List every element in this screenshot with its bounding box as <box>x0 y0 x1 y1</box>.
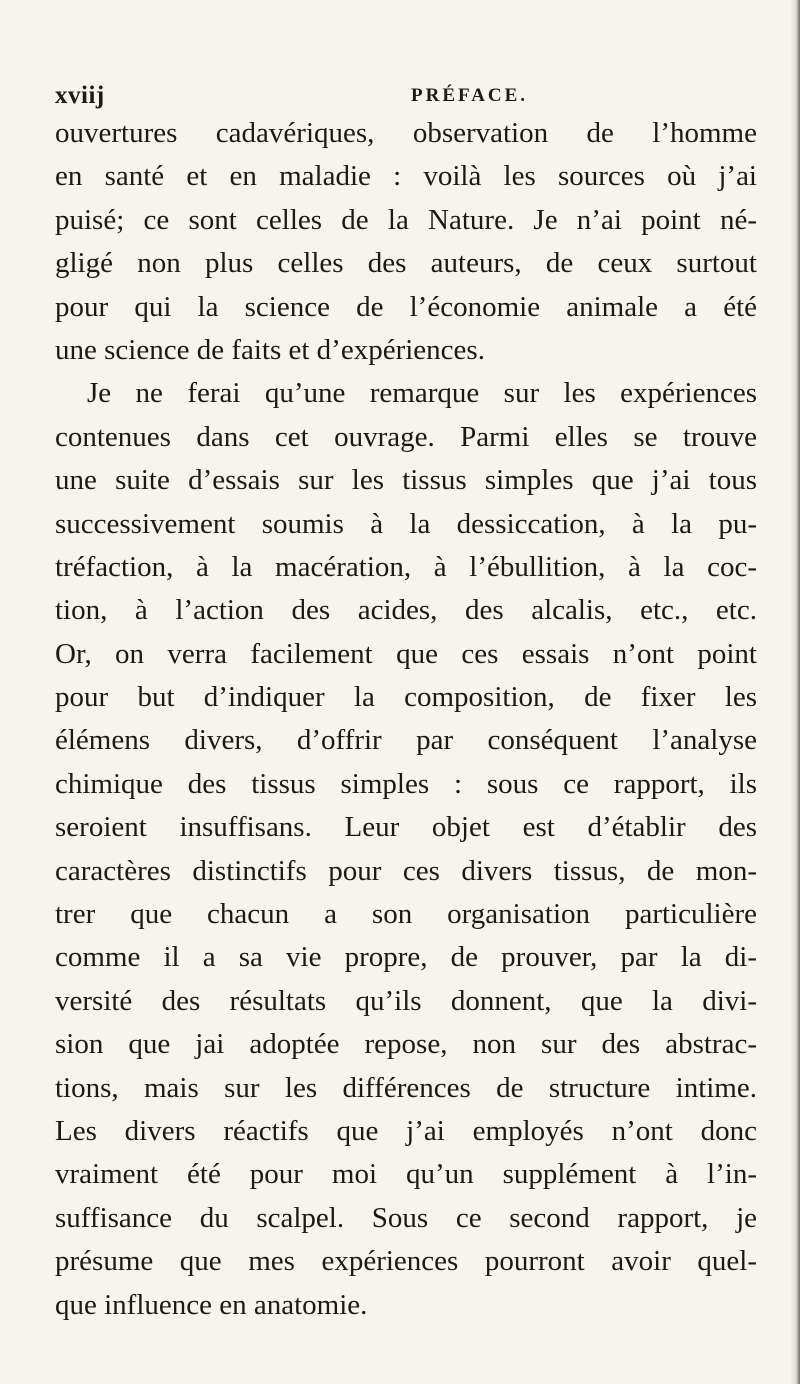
text-line: une science de faits et d’expériences. <box>55 333 485 366</box>
page-number: xviij <box>55 82 105 109</box>
text-line: comme il a sa vie propre, de prouver, par la di- <box>55 941 757 974</box>
running-head <box>55 82 755 112</box>
text-line: sion que jai adoptée repose, non sur des abstrac- <box>55 1028 757 1061</box>
text-line: élémens divers, d’offrir par conséquent l’analyse <box>55 724 757 757</box>
text-line: une suite d’essais sur les tissus simples que j’ai tous <box>55 464 757 497</box>
text-line: tréfaction, à la macération, à l’ébullition, à la coc- <box>55 550 757 583</box>
text-line: tion, à l’action des acides, des alcalis, etc., etc. <box>55 594 757 627</box>
text-line: pour qui la science de l’économie animale a été <box>55 290 757 323</box>
text-line: que influence en anatomie. <box>55 1288 368 1321</box>
text-line: trer que chacun a son organisation particulière <box>55 898 757 931</box>
text-line: pour but d’indiquer la composition, de fixer les <box>55 681 757 714</box>
text-line: présume que mes expériences pourront avoir quel- <box>55 1245 757 1278</box>
text-line: suffisance du scalpel. Sous ce second rapport, je <box>55 1201 757 1234</box>
text-line: gligé non plus celles des auteurs, de ceux surtout <box>55 247 757 280</box>
text-line: seroient insuffisans. Leur objet est d’établir des <box>55 811 757 844</box>
text-line: contenues dans cet ouvrage. Parmi elles se trouve <box>55 420 757 453</box>
text-line: Or, on verra facilement que ces essais n’ont point <box>55 637 757 670</box>
text-line: ouvertures cadavériques, observation de l’homme <box>55 117 757 149</box>
running-title: PRÉFACE. <box>411 85 529 106</box>
text-line: caractères distinctifs pour ces divers tissus, de mon- <box>55 854 757 887</box>
text-line: tions, mais sur les différences de structure intime. <box>55 1071 757 1104</box>
text-line: chimique des tissus simples : sous ce rapport, ils <box>55 767 757 800</box>
text-line: puisé; ce sont celles de la Nature. Je n’ai point né- <box>55 203 757 236</box>
body-text <box>55 112 757 1327</box>
text-line: Je ne ferai qu’une remarque sur les expériences <box>87 377 757 410</box>
text-line: versité des résultats qu’ils donnent, que la divi- <box>55 984 757 1017</box>
text-line: vraiment été pour moi qu’un supplément à l’in- <box>55 1158 757 1191</box>
text-line: en santé et en maladie : voilà les sources où j’ai <box>55 160 757 193</box>
text-line: successivement soumis à la dessiccation, à la pu- <box>55 507 757 540</box>
page-edge-shadow <box>790 0 800 1384</box>
text-line: Les divers réactifs que j’ai employés n’ont donc <box>55 1114 757 1147</box>
